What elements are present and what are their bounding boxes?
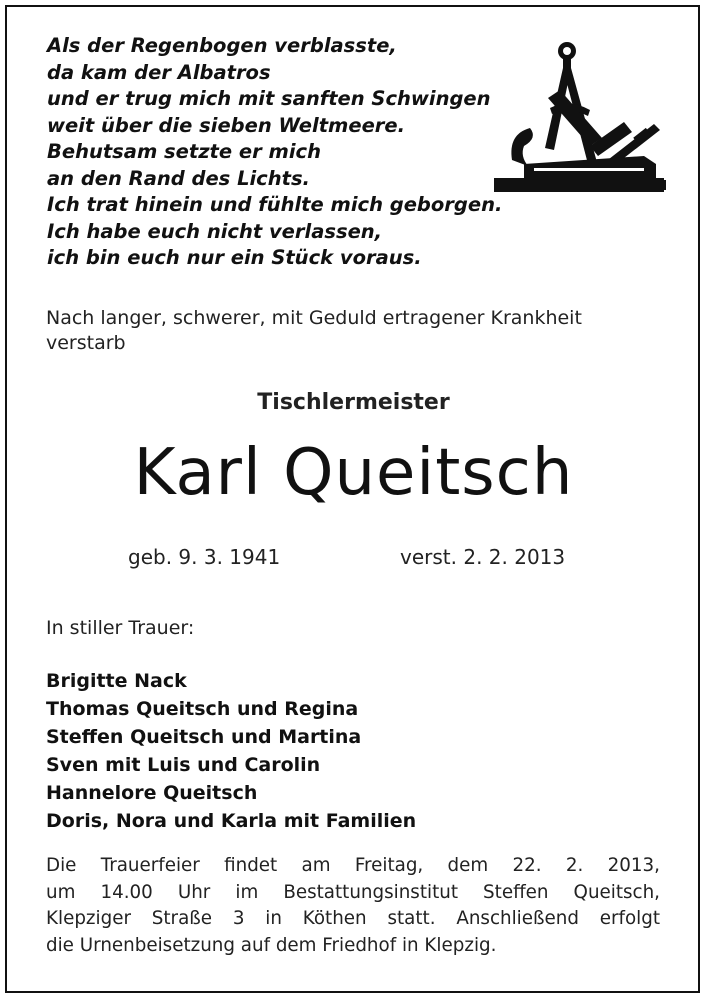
mourning-label: In stiller Trauer: <box>46 617 195 639</box>
funeral-notice <box>46 853 660 959</box>
mourner-name: Thomas Queitsch und Regina <box>46 698 359 720</box>
mourner-name: Hannelore Queitsch <box>46 782 258 804</box>
mourner-name: Doris, Nora und Karla mit Familien <box>46 810 417 832</box>
poem-line: ich bin euch nur ein Stück voraus. <box>47 246 422 269</box>
intro-line: Nach langer, schwerer, mit Geduld ertragener Krankheit <box>46 307 582 329</box>
notice-line: um 14.00 Uhr im Bestattungsinstitut Steffen Queitsch, <box>46 881 660 903</box>
poem-line: Ich habe euch nicht verlassen, <box>47 219 383 243</box>
poem-line: und er trug mich mit sanften Schwingen <box>47 87 491 110</box>
poem-line: Als der Regenbogen verblasste, <box>47 34 397 57</box>
poem-line: da kam der Albatros <box>47 60 271 84</box>
poem-line: an den Rand des Lichts. <box>47 166 310 190</box>
mourner-name: Brigitte Nack <box>46 670 187 692</box>
poem-line: Behutsam setzte er mich <box>47 140 321 163</box>
mourners-list <box>46 667 416 835</box>
notice-line: die Urnenbeisetzung auf dem Friedhof in Klepzig. <box>46 934 497 956</box>
intro-line: verstarb <box>46 332 126 354</box>
poem-line: weit über die sieben Weltmeere. <box>47 113 406 137</box>
notice-line: Die Trauerfeier findet am Freitag, dem 22. 2. 2013, <box>46 855 660 876</box>
poem-line: Ich trat hinein und fühlte mich geborgen. <box>47 193 503 216</box>
deceased-name: Karl Queitsch <box>133 436 574 510</box>
mourner-name: Sven mit Luis und Carolin <box>46 754 321 776</box>
notice-line: Klepziger Straße 3 in Köthen statt. Anschließend erfolgt <box>46 908 660 929</box>
birth-date: geb. 9. 3. 1941 <box>128 545 281 569</box>
poem <box>47 33 502 272</box>
mourner-name: Steffen Queitsch und Martina <box>46 726 362 748</box>
intro-text <box>46 306 666 356</box>
profession-title: Tischlermeister <box>257 390 450 415</box>
carpenter-tools-icon <box>494 38 668 203</box>
death-date: verst. 2. 2. 2013 <box>400 545 566 569</box>
